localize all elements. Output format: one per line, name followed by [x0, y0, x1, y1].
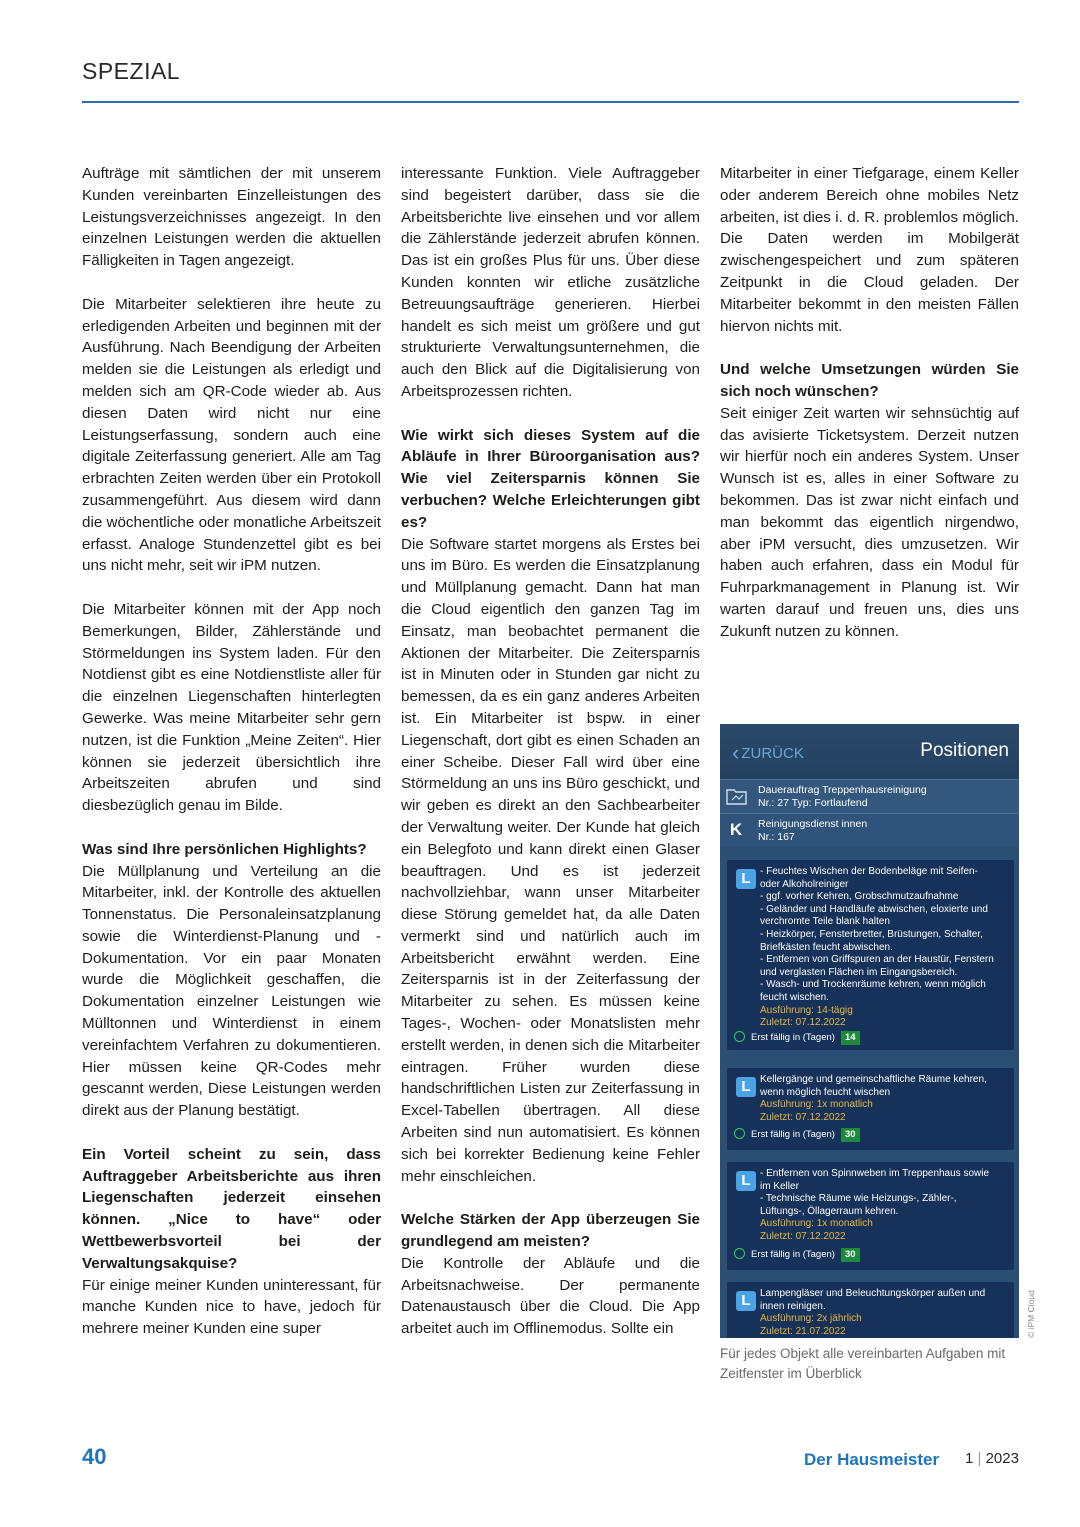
task-text: Briefkästen feucht abwischen. [760, 941, 893, 953]
clock-icon [734, 1128, 745, 1139]
task-text: - Heizkörper, Fensterbretter, Brüstungen, Schalter, [760, 928, 983, 940]
due-indicator [734, 1030, 860, 1046]
task-card[interactable] [727, 860, 1014, 1050]
issue-number: 1 [965, 1450, 974, 1467]
task-text: Kellergänge und gemeinschaftliche Räume kehren, [760, 1074, 987, 1085]
page-number: 40 [82, 1444, 107, 1469]
due-label: Erst fällig in (Tagen) [751, 1129, 835, 1140]
task-text: verchromte Teile blank halten [760, 916, 890, 928]
task-text: im Keller [760, 1180, 799, 1192]
last-done-date: Zuletzt: 21.07.2022 [760, 1325, 846, 1337]
due-label: Erst fällig in (Tagen) [751, 1249, 835, 1260]
header-rule [82, 101, 1019, 103]
app-title: Positionen [920, 740, 1009, 761]
l-badge-icon: L [736, 869, 756, 889]
service-row[interactable] [720, 813, 1019, 847]
service-title: Reinigungsdienst innen [758, 818, 868, 830]
execution-interval: Ausführung: 1x monatlich [760, 1099, 873, 1111]
article-column-1 [82, 163, 381, 1340]
paragraph: Die Müllplanung und Verteilung an die Mitarbeiter, inkl. der Kontrolle des aktuellen Tonnenstatus. Die Personaleinsatzplanung sowie die Winterdienst-Planung und -Dokumentation. Vor ein paar Monaten wurde die Möglichkeit geschaffen, die Dokumentation einzelner Leistungen wie Mülltonnen und Winterdienst in einem vereinfachtem Verfahren zu dokumentieren. Hier müssen keine QR-Codes mehr gescannt werden, Diese Leistungen werden direkt aus der Planung bestätigt. [82, 862, 381, 1120]
interview-question: Und welche Umsetzungen würden Sie sich noch wünschen? [720, 361, 1019, 400]
back-label: ZURÜCK [741, 745, 804, 762]
due-indicator [734, 1247, 860, 1263]
photo-credit: © iPM Cloud [1026, 1290, 1036, 1338]
app-top-bar [720, 724, 1019, 779]
paragraph: Seit einiger Zeit warten wir sehnsüchtig auf das avisierte Ticketsystem. Derzeit nutzen wir hierfür noch ein anderes System. Unser Wunsch ist es, alles in einer Software zu bekommen. Das ist zwar nicht einfach und man bekommt das eigentlich nirgendwo, aber iPM versucht, dies umzusetzen. Wir haben auch erfahren, dass ein Modul für Fuhrparkmanagement in Planung ist. Wir warten darauf und freuen uns, dies uns Zukunft nutzen zu können. [720, 404, 1019, 640]
task-card[interactable] [727, 1162, 1014, 1270]
last-done-date: Zuletzt: 07.12.2022 [760, 1230, 846, 1242]
task-text: Lampengläser und Beleuchtungskörper außen und [760, 1288, 986, 1299]
task-text: - Wasch- und Trockenräume kehren, wenn möglich [760, 979, 986, 991]
interview-question: Wie wirkt sich dieses System auf die Abläufe in Ihrer Büroorganisation aus? Wie viel Zeitersparnis können Sie verbuchen? Welche Erleichterungen gibt es? [401, 426, 700, 531]
task-text: - Entfernen von Griffspuren an der Haustür, Fenstern [760, 954, 994, 966]
paragraph: Die Software startet morgens als Erstes bei uns im Büro. Es werden die Einsatzplanung und Müllplanung gemacht. Dann hat man die Cloud eigentlich den ganzen Tag im Einsatz, man beobachtet permanent die Aktionen der Mitarbeiter. Die Zeitersparnis ist in Minuten oder in Stunden gar nicht zu bemessen, da es ein ganz anderes Arbeiten ist. Ein Mitarbeiter ist bspw. in einer Liegenschaft, dort gibt es einen Schaden an einer Scheibe. Dieser Fall wird über eine Störmeldung an uns ins Büro geschickt, und wir geben es direkt an den Sachbearbeiter der Verwaltung weiter. Der Kunde hat gleich ein Belegfoto und kann direkt einen Glaser beauftragen. Und es ist jederzeit nachvollziehbar, wann unser Mitarbeiter diese Störung gemeldet hat, da alle Daten vermerkt sind und natürlich auch im Arbeitsbericht erwähnt werden. Eine Zeitersparnis ist in der Zeiterfassung der Mitarbeiter zu sehen. Es müssen keine Tages-, Wochen- oder Monatslisten mehr erstellt werden, in denen sich die Mitarbeiter eintragen. Früher wurden diese handschriftlichen Listen zur Zeiterfassung in Excel-Tabellen übertragen. All diese Arbeiten sind nun automatisiert. Es können sich bei korrekter Bedienung keine Fehler mehr einschleichen. [401, 535, 700, 1185]
due-days-badge: 30 [841, 1128, 860, 1142]
chevron-left-icon: ‹ [732, 740, 740, 765]
task-card[interactable] [727, 1282, 1014, 1338]
back-button[interactable] [732, 740, 804, 766]
task-text: Lüftungs-, Öllagerraum kehren. [760, 1205, 899, 1217]
execution-interval: Ausführung: 14-tägig [760, 1004, 853, 1016]
task-text: innen reinigen. [760, 1300, 826, 1312]
order-row[interactable] [720, 779, 1019, 813]
task-text: - Feuchtes Wischen der Bodenbeläge mit Seifen- [760, 866, 978, 877]
clock-icon [734, 1248, 745, 1259]
task-text: feucht wischen. [760, 991, 829, 1003]
task-text: - Technische Räume wie Heizungs-, Zähler-, [760, 1193, 957, 1205]
task-card[interactable] [727, 1068, 1014, 1150]
task-text: oder Alkoholreiniger [760, 878, 849, 890]
paragraph: Die Mitarbeiter können mit der App noch Bemerkungen, Bilder, Zählerstände und Störmeldungen ins System laden. Für den Notdienst gibt es eine Notdienstliste aller für die einzelnen Liegenschaften hinterlegten Gewerke. Was meine Mitarbeiter sehr gern nutzen, ist die Funktion „Meine Zeiten“. Hier können sie jederzeit übersichtlich ihre Arbeitszeiten abrufen und sind diesbezüglich genau im Bilde. [82, 600, 381, 815]
execution-interval: Ausführung: 2x jährlich [760, 1313, 862, 1325]
l-badge-icon: L [736, 1171, 756, 1191]
paragraph: interessante Funktion. Viele Auftraggeber sind begeistert darüber, dass sie die Arbeitsberichte live einsehen und vor allem die Zählerstände jederzeit abrufen können. Das ist ein großes Plus für uns. Über diese Kunden konnten wir etliche zusätzliche Betreuungsaufträge generieren. Hierbei handelt es sich meist um größere und gut strukturierte Verwaltungsunternehmen, die auch den Blick auf die Digitalisierung von Arbeitsprozessen richten. [401, 165, 700, 400]
l-badge-icon: L [736, 1077, 756, 1097]
due-days-badge: 14 [841, 1031, 860, 1045]
issue-year: 2023 [985, 1450, 1019, 1467]
order-meta: Nr.: 27 Typ: Fortlaufend [758, 797, 868, 809]
task-text: wenn möglich feucht wischen [760, 1086, 891, 1098]
task-text: - Geländer und Handläufe abwischen, eloxierte und [760, 903, 988, 915]
l-badge-icon: L [736, 1291, 756, 1311]
due-label: Erst fällig in (Tagen) [751, 1032, 835, 1043]
interview-question: Welche Stärken der App überzeugen Sie grundlegend am meisten? [401, 1211, 700, 1251]
order-title: Dauerauftrag Treppenhausreinigung [758, 784, 927, 796]
paragraph: Die Mitarbeiter selektieren ihre heute zu erledigenden Arbeiten und beginnen mit der Ausführung. Nach Beendigung der Arbeiten melden sie die Leistungen als erledigt und melden sich am QR-Code wieder ab. Aus diesen Daten wird nicht nur eine Leistungserfassung, sondern auch eine digitale Zeiterfassung generiert. Alle am Tag erbrachten Zeiten werden über ein Protokoll zusammengeführt. Aus diesem wird dann die wöchentliche oder monatliche Arbeitszeit erfasst. Analoge Stundenzettel gibt es bei uns nicht mehr, seit wir iPM nutzen. [82, 295, 381, 575]
paragraph: Mitarbeiter in einer Tiefgarage, einem Keller oder anderem Bereich ohne mobiles Netz arbeiten, ist dies i. d. R. problemlos möglich. Die Daten werden im Mobilgerät zwischengespeichert und zum späteren Zeitpunkt in die Cloud geladen. Der Mitarbeiter bekommt in den meisten Fällen hiervon nichts mit. [720, 165, 1019, 335]
task-text: - Entfernen von Spinnweben im Treppenhaus sowie [760, 1168, 990, 1179]
due-days-badge: 30 [841, 1248, 860, 1262]
folder-icon [726, 786, 748, 806]
paragraph: Die Kontrolle der Abläufe und die Arbeitsnachweise. Der permanente Datenaustausch über die Cloud. Die App arbeitet auch im Offlinemodus. Sollte ein [401, 1254, 700, 1338]
k-badge-icon: K [729, 820, 743, 839]
interview-question: Was sind Ihre persönlichen Highlights? [82, 840, 367, 858]
execution-interval: Ausführung: 1x monatlich [760, 1218, 873, 1230]
article-column-2 [401, 163, 700, 1340]
service-meta: Nr.: 167 [758, 831, 795, 843]
article-column-3 [720, 163, 1019, 643]
image-caption: Für jedes Objekt alle vereinbarten Aufgaben mit Zeitfenster im Überblick [720, 1346, 1006, 1381]
last-done-date: Zuletzt: 07.12.2022 [760, 1017, 846, 1029]
task-text: - ggf. vorher Kehren, Grobschmutzaufnahme [760, 891, 959, 903]
issue-info [965, 1450, 1019, 1467]
clock-icon [734, 1031, 745, 1042]
interview-question: Ein Vorteil scheint zu sein, dass Auftraggeber Arbeitsberichte aus ihren Liegenschaften jederzeit einsehen können. „Nice to have“ oder Wettbewerbsvorteil bei der Verwaltungsakquise? [82, 1145, 381, 1272]
due-indicator [734, 1127, 860, 1143]
paragraph: Aufträge mit sämtlichen der mit unserem Kunden vereinbarten Einzelleistungen des Leistungsverzeichnisses angezeigt. In den einzelnen Leistungen werden die aktuellen Fälligkeiten in Tagen angezeigt. [82, 165, 381, 270]
app-screenshot [720, 724, 1019, 1338]
magazine-name: Der Hausmeister [804, 1450, 940, 1469]
section-title: SPEZIAL [82, 58, 181, 84]
issue-separator: | [973, 1450, 986, 1467]
task-text: und verglasten Flächen im Eingangsbereich. [760, 966, 958, 978]
last-done-date: Zuletzt: 07.12.2022 [760, 1111, 846, 1123]
paragraph: Für einige meiner Kunden uninteressant, für manche Kunden nice to have, jedoch für mehrere meiner Kunden eine super [82, 1276, 381, 1338]
